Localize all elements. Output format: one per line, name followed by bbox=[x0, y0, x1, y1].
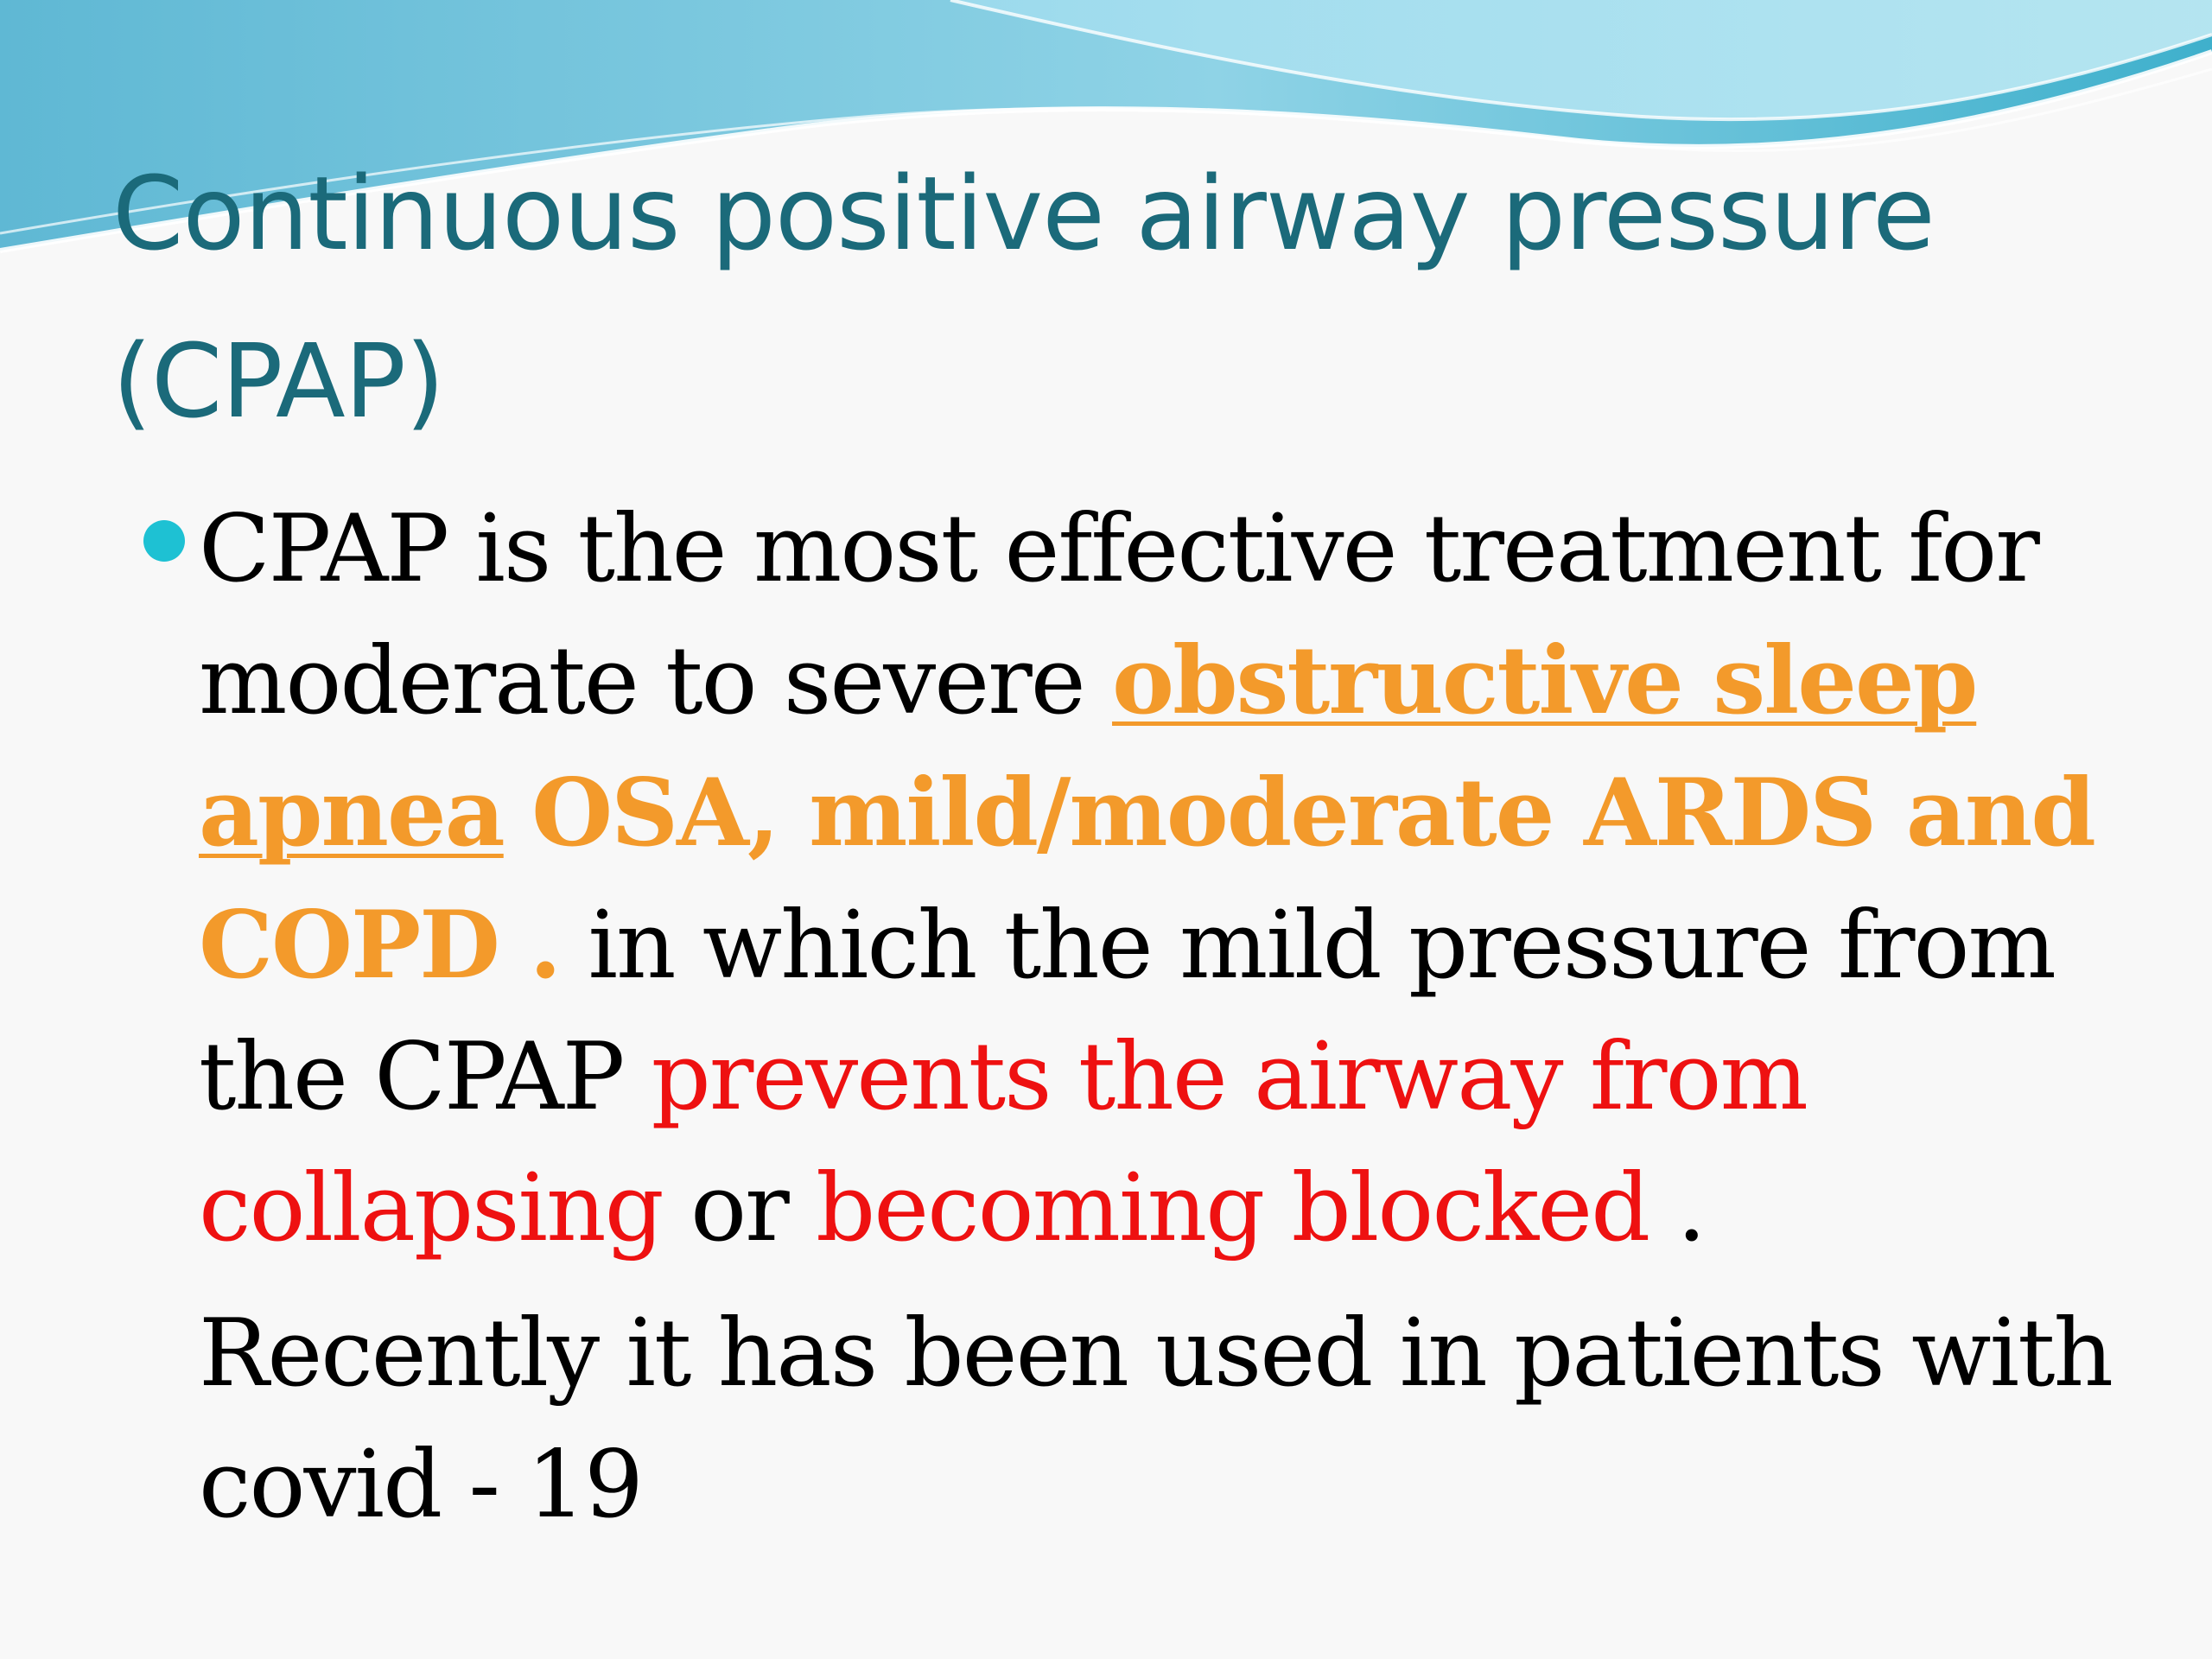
bullet-paragraph bbox=[199, 484, 2126, 1274]
bullet-dot-icon bbox=[143, 520, 185, 562]
conditions-text: OSA, mild/moderate ARDS and COPD . bbox=[199, 759, 2094, 1000]
covid-paragraph: Recently it has been used in patients with covid - 19 bbox=[199, 1300, 2113, 1539]
bullet-text-2: in which the mild pressure from the CPAP bbox=[199, 892, 2055, 1131]
red-highlight-blocked: becoming blocked bbox=[816, 1154, 1649, 1262]
osa-link[interactable]: obstructive sleep apnea bbox=[199, 626, 1977, 868]
bullet-text-3: or bbox=[662, 1154, 817, 1262]
red-highlight-collapsing: prevents the airway from collapsing bbox=[199, 1023, 1807, 1262]
slide-body bbox=[199, 484, 2126, 1551]
bullet-text-4: . bbox=[1649, 1154, 1705, 1262]
slide-title: Continuous positive airway pressure (CPAP) bbox=[112, 154, 1935, 441]
bullet-text-1: CPAP is the most effective treatment for moderate to severe bbox=[199, 495, 2038, 735]
bullet-space bbox=[504, 760, 531, 868]
